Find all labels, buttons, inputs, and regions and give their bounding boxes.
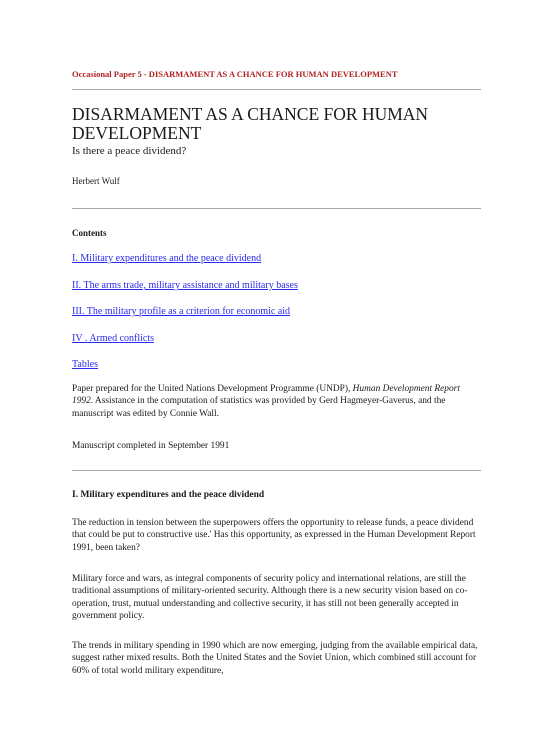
contents-divider [72,470,481,471]
section-1-heading: I. Military expenditures and the peace dividend [72,490,265,500]
document-title: DISARMAMENT AS A CHANCE FOR HUMAN DEVELOPMENT [72,104,429,143]
document-subtitle: Is there a peace dividend? [72,145,187,157]
section-1-paragraph-2: Military force and wars, as integral components of security policy and international relations, are still the traditional assumptions of military-oriented security. Although there is a new security vision based on co-operation, trust, mutual understanding and collective security, it has still not been generally accepted in government policy. [72,574,468,621]
author-name: Herbert Wulf [72,176,120,186]
report-title-italic: Human Development Report 1992 [72,384,460,407]
section-1-paragraph-1: The reduction in tension between the superpowers offers the opportunity to release funds, a peace dividend that could be put to constructive use.' Has this opportunity, as expressed in the Human Development Report 1991, been taken? [72,518,476,553]
toc-link-section-4[interactable]: IV . Armed conflicts [72,333,155,344]
running-header: Occasional Paper 5 - DISARMAMENT AS A CHANCE FOR HUMAN DEVELOPMENT [72,69,398,79]
manuscript-date: Manuscript completed in September 1991 [72,441,230,451]
toc-link-tables[interactable]: Tables [72,359,98,370]
toc-link-section-1[interactable]: I. Military expenditures and the peace dividend [72,253,262,264]
prepared-note-intro: Paper prepared for the United Nations Development Programme (UNDP), [72,384,353,394]
prepared-note [72,383,482,420]
contents-heading: Contents [72,228,107,238]
toc-link-section-2[interactable]: II. The arms trade, military assistance and military bases [72,280,298,291]
toc-link-section-3[interactable]: III. The military profile as a criterion for economic aid [72,306,291,317]
title-divider [72,208,481,209]
header-divider [72,89,481,90]
prepared-note-rest: . Assistance in the computation of statistics was provided by Gerd Hagmeyer-Gaverus, and the manuscript was edited by Connie Wall. [72,396,446,419]
section-1-paragraph-3: The trends in military spending in 1990 which are now emerging, judging from the available empirical data, suggest rather mixed results. Both the United States and the Soviet Union, which combined still account for 60% of total world military expenditure, [72,641,478,676]
